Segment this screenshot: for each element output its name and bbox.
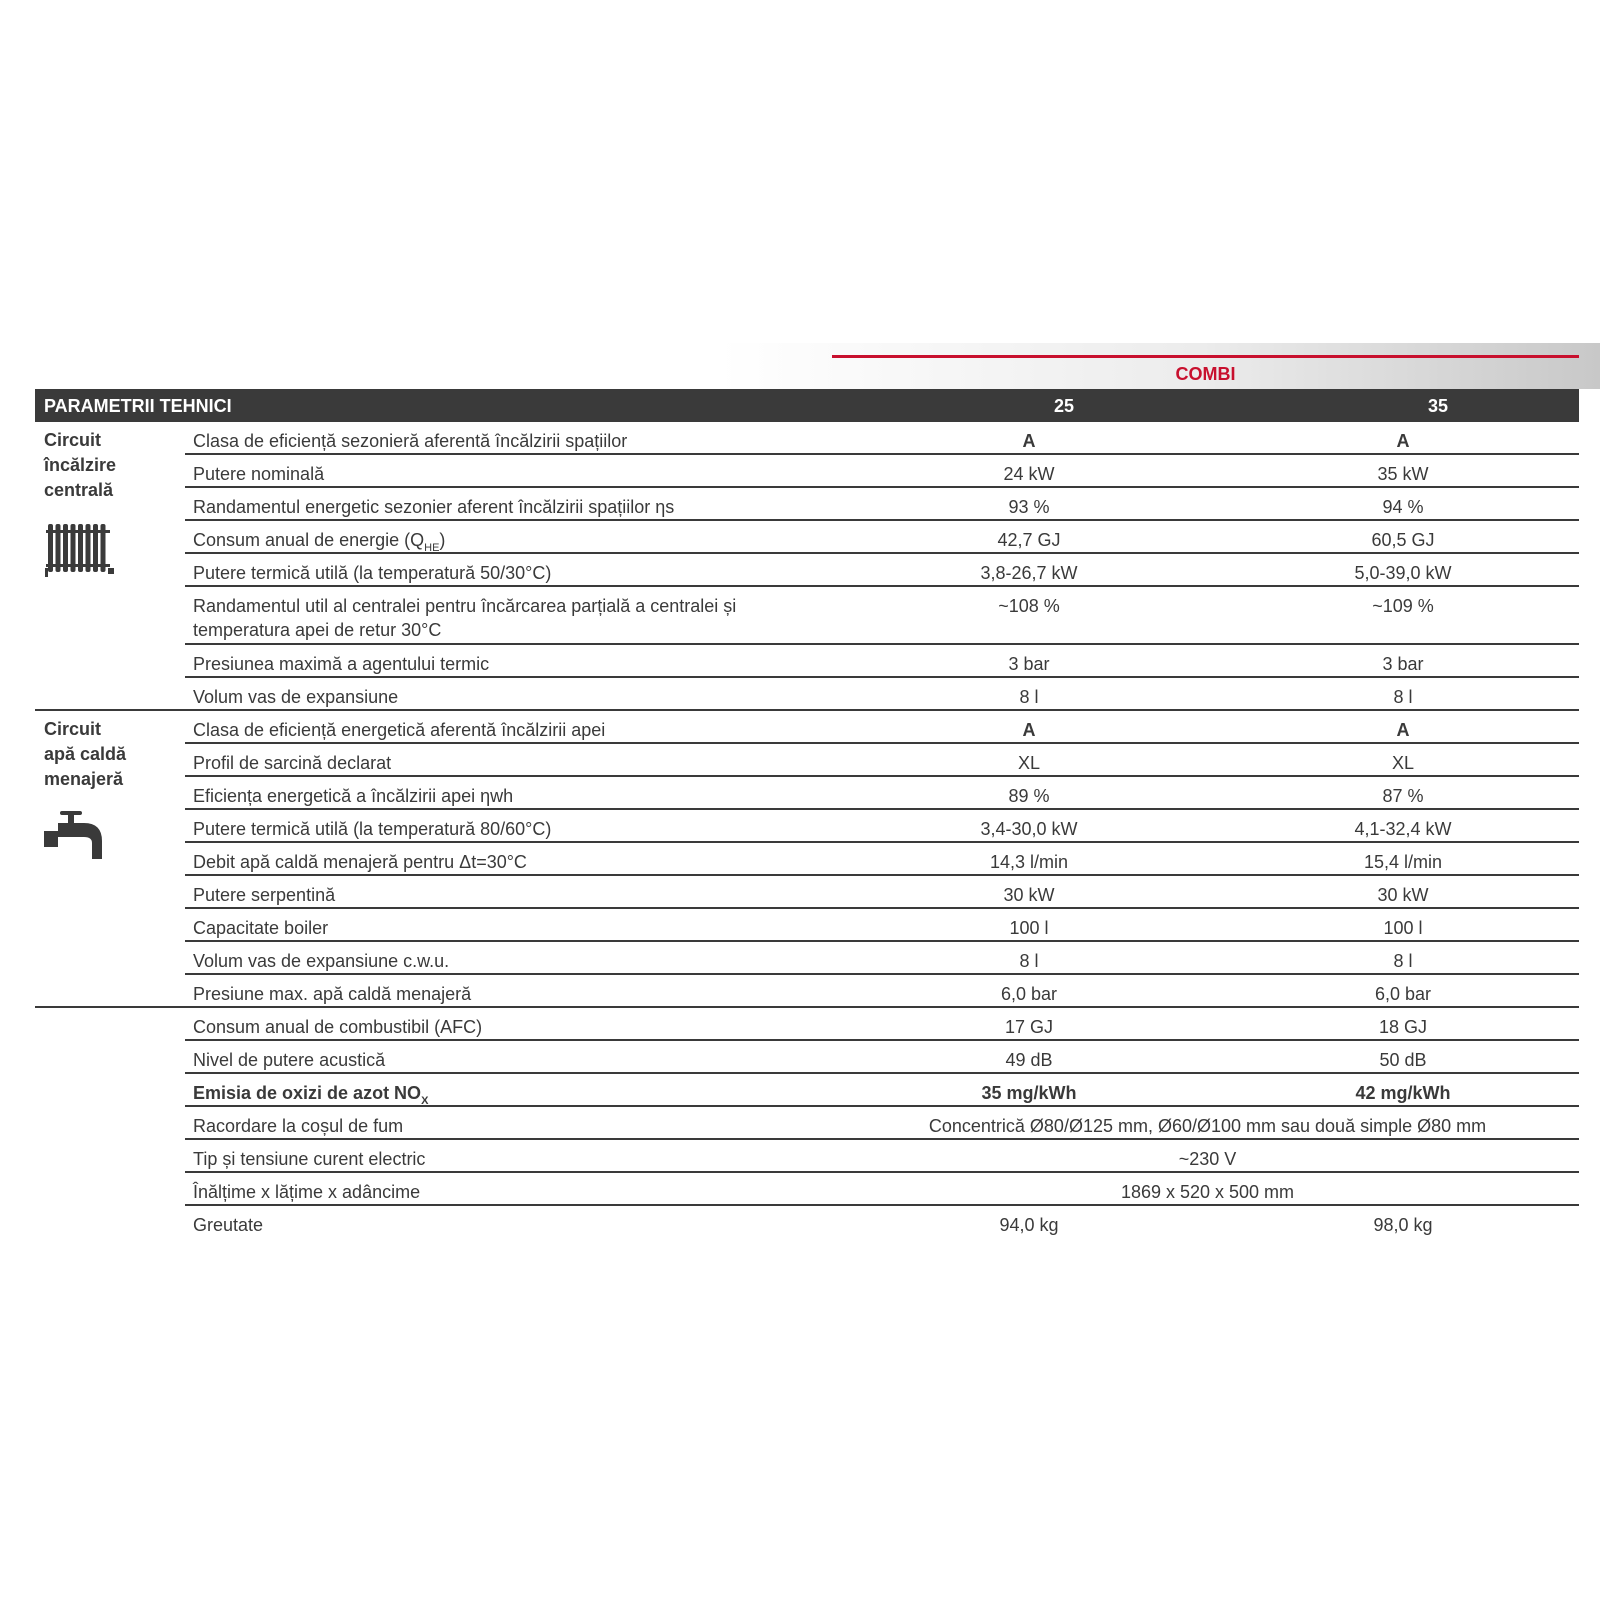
row-value-25: 42,7 GJ	[997, 530, 1061, 550]
section-label-line: Circuit	[44, 430, 102, 450]
tap-icon	[44, 809, 104, 870]
row-value-35: 100 l	[1383, 918, 1423, 938]
row-label-subscript: HE	[424, 542, 440, 554]
row-value-35: 60,5 GJ	[1371, 530, 1435, 550]
row-label-text: Clasa de eficiență energetică aferentă încălzirii apei	[193, 720, 606, 740]
table-row	[185, 843, 1579, 876]
row-label-text: Nivel de putere acustică	[193, 1050, 386, 1070]
row-label-text: Putere serpentină	[193, 885, 336, 905]
table-row	[185, 744, 1579, 777]
row-label	[193, 495, 793, 519]
table-row	[185, 1041, 1579, 1074]
row-label-text: Eficiența energetică a încălzirii apei ηwh	[193, 786, 514, 806]
table-row	[185, 942, 1579, 975]
section-label-line: Circuit	[44, 719, 102, 739]
row-value-merged: Concentrică Ø80/Ø125 mm, Ø60/Ø100 mm sau două simple Ø80 mm	[928, 1116, 1487, 1136]
row-label-text: Presiunea maximă a agentului termic	[193, 654, 490, 674]
row-value-25: 35 mg/kWh	[981, 1083, 1077, 1103]
row-label-text: Debit apă caldă menajeră pentru Δt=30°C	[193, 852, 527, 872]
table-row	[185, 1008, 1579, 1041]
row-value-35: 8 l	[1393, 951, 1413, 971]
row-label-suffix: )	[439, 530, 446, 550]
table-header-bar	[35, 389, 1579, 422]
row-label-text: Putere nominală	[193, 464, 325, 484]
row-value-25: 14,3 l/min	[989, 852, 1069, 872]
table-row	[185, 1206, 1579, 1237]
row-label-text: Emisia de oxizi de azot NO	[193, 1083, 422, 1103]
row-value-25: 3,8-26,7 kW	[980, 563, 1078, 583]
row-label	[193, 982, 793, 1006]
table-row	[185, 488, 1579, 521]
row-value-35: 3 bar	[1382, 654, 1424, 674]
row-label	[193, 1114, 793, 1138]
row-value-25: 6,0 bar	[1000, 984, 1058, 1004]
row-value-25: 93 %	[1008, 497, 1050, 517]
row-value-35: 8 l	[1393, 687, 1413, 707]
table-row	[185, 975, 1579, 1006]
table-row	[185, 587, 1579, 645]
section-label-line: centrală	[44, 480, 114, 500]
row-value-merged: ~230 V	[1178, 1149, 1237, 1169]
row-label-text: Volum vas de expansiune	[193, 687, 399, 707]
row-label	[193, 817, 793, 841]
row-label	[193, 1147, 793, 1171]
row-label	[193, 751, 793, 775]
row-label-text: Clasa de eficiență sezonieră aferentă încălzirii spațiilor	[193, 431, 628, 451]
row-label	[193, 1213, 793, 1237]
combi-label: COMBI	[1175, 364, 1236, 384]
row-label-text: Tip și tensiune curent electric	[193, 1149, 426, 1169]
row-label	[193, 594, 793, 642]
row-value-35: 50 dB	[1379, 1050, 1427, 1070]
column-header-25: 25	[1053, 396, 1075, 416]
section-label	[44, 428, 116, 503]
table-row	[185, 521, 1579, 554]
row-value-25: 94,0 kg	[999, 1215, 1059, 1235]
table-row	[185, 777, 1579, 810]
row-value-35: 42 mg/kWh	[1355, 1083, 1451, 1103]
table-row	[185, 554, 1579, 587]
table-row	[185, 711, 1579, 744]
row-value-35: 94 %	[1382, 497, 1424, 517]
row-value-25: 24 kW	[1003, 464, 1055, 484]
row-label	[193, 652, 793, 676]
row-value-35: 18 GJ	[1378, 1017, 1428, 1037]
row-label	[193, 916, 793, 940]
row-value-25: A	[1022, 720, 1036, 740]
row-value-35: 87 %	[1382, 786, 1424, 806]
row-value-35: 6,0 bar	[1374, 984, 1432, 1004]
row-label-text: Volum vas de expansiune c.w.u.	[193, 951, 450, 971]
table-title: PARAMETRII TEHNICI	[44, 396, 232, 416]
section-label	[44, 717, 126, 792]
row-value-25: 89 %	[1008, 786, 1050, 806]
row-label	[193, 685, 793, 709]
row-value-merged: 1869 x 520 x 500 mm	[1120, 1182, 1295, 1202]
radiator-icon	[44, 522, 116, 583]
row-value-25: 30 kW	[1003, 885, 1055, 905]
row-label-text: Înălțime x lățime x adâncime	[193, 1182, 421, 1202]
combi-red-rule	[832, 355, 1579, 358]
column-header-35: 35	[1427, 396, 1449, 416]
table-row	[185, 678, 1579, 709]
row-value-35: A	[1396, 431, 1410, 451]
row-label-text: Profil de sarcină declarat	[193, 753, 392, 773]
table-row	[185, 645, 1579, 678]
row-label-text-line2: temperatura apei de retur 30°C	[193, 620, 442, 640]
row-label-text: Putere termică utilă (la temperatură 50/30°C)	[193, 563, 552, 583]
row-label	[193, 784, 793, 808]
table-row	[185, 876, 1579, 909]
row-value-25: ~108 %	[998, 596, 1060, 616]
row-value-25: 3 bar	[1008, 654, 1050, 674]
row-label-text: Randamentul util al centralei pentru încărcarea parțială a centralei și	[193, 596, 737, 616]
row-label	[193, 1180, 793, 1204]
row-label-text: Greutate	[193, 1215, 264, 1235]
row-label	[193, 561, 793, 585]
row-label	[193, 1015, 793, 1039]
table-row	[185, 909, 1579, 942]
row-label	[193, 1048, 793, 1072]
row-value-35: ~109 %	[1372, 596, 1434, 616]
section-label-line: apă caldă	[44, 744, 127, 764]
row-value-35: 5,0-39,0 kW	[1354, 563, 1452, 583]
table-row	[185, 455, 1579, 488]
section-label-line: menajeră	[44, 769, 124, 789]
table-row	[185, 810, 1579, 843]
row-value-25: 49 dB	[1005, 1050, 1053, 1070]
table-row	[185, 1173, 1579, 1206]
row-label	[193, 429, 793, 453]
row-value-25: A	[1022, 431, 1036, 451]
row-label-subscript: X	[421, 1095, 429, 1107]
table-row	[185, 1107, 1579, 1140]
row-label-text: Capacitate boiler	[193, 918, 329, 938]
row-label	[193, 462, 793, 486]
row-label	[193, 850, 793, 874]
row-value-35: 15,4 l/min	[1363, 852, 1443, 872]
row-value-35: 98,0 kg	[1373, 1215, 1433, 1235]
row-value-35: XL	[1391, 753, 1415, 773]
table-row	[185, 422, 1579, 455]
row-value-25: 3,4-30,0 kW	[980, 819, 1078, 839]
row-label-text: Consum anual de combustibil (AFC)	[193, 1017, 483, 1037]
row-value-25: XL	[1017, 753, 1041, 773]
table-row	[185, 1140, 1579, 1173]
table-row	[185, 1074, 1579, 1107]
row-value-35: 4,1-32,4 kW	[1354, 819, 1452, 839]
section-label-line: încălzire	[44, 455, 117, 475]
row-value-35: 30 kW	[1377, 885, 1429, 905]
row-value-25: 8 l	[1019, 951, 1039, 971]
row-value-25: 8 l	[1019, 687, 1039, 707]
row-value-35: 35 kW	[1377, 464, 1429, 484]
row-label-text: Putere termică utilă (la temperatură 80/60°C)	[193, 819, 552, 839]
row-label-text: Racordare la coșul de fum	[193, 1116, 404, 1136]
row-label-text: Randamentul energetic sezonier aferent încălzirii spațiilor ηs	[193, 497, 675, 517]
row-label	[193, 949, 793, 973]
row-label-text: Presiune max. apă caldă menajeră	[193, 984, 472, 1004]
row-label	[193, 718, 793, 742]
row-value-25: 17 GJ	[1004, 1017, 1054, 1037]
row-value-35: A	[1396, 720, 1410, 740]
row-label-text: Consum anual de energie (Q	[193, 530, 425, 550]
row-label	[193, 883, 793, 907]
row-value-25: 100 l	[1009, 918, 1049, 938]
